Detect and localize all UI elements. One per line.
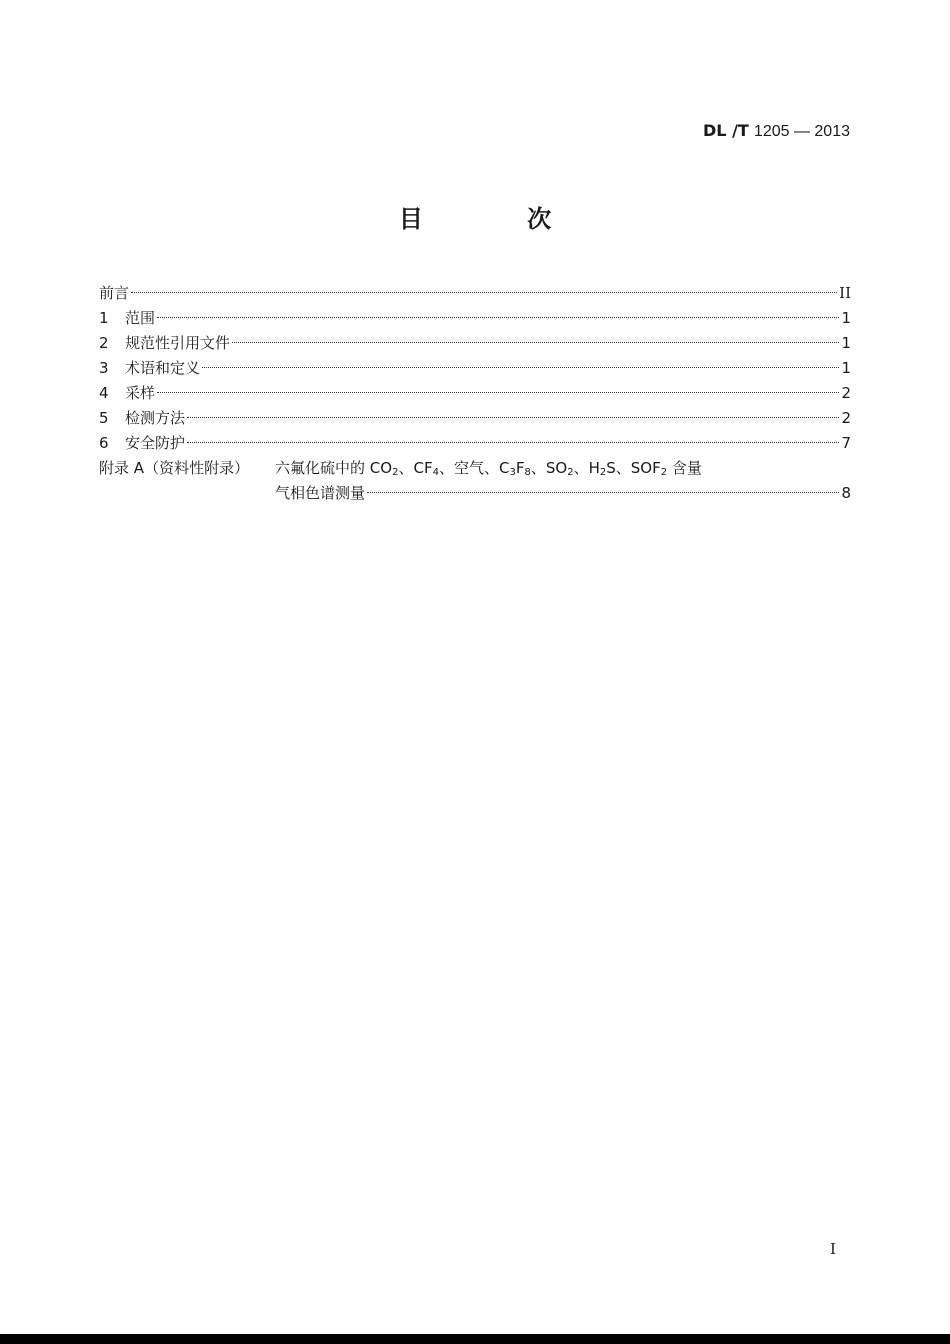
toc-entry-safety-protection[interactable] [99, 431, 851, 456]
bottom-border [0, 1334, 950, 1344]
toc-entry-page: 1 [841, 334, 851, 352]
toc-entry-page: II [839, 284, 851, 302]
toc-entry-normative-references[interactable] [99, 331, 851, 356]
appendix-title-line-2: 气相色谱测量 [275, 484, 366, 502]
toc-entry-label: 采样 [125, 384, 156, 402]
appendix-prefix [99, 456, 275, 481]
toc-entry-appendix-a-continued[interactable] [99, 481, 851, 506]
toc-entry-page: 7 [841, 434, 851, 452]
toc-entry-number: 3 [99, 359, 109, 377]
appendix-letter: A [133, 459, 145, 477]
toc-entry-test-methods[interactable] [99, 406, 851, 431]
standard-number: 1205 — 2013 [753, 123, 850, 140]
standard-code: DL /T [703, 121, 749, 140]
toc-entry-number: 6 [99, 434, 109, 452]
toc-entry-number: 2 [99, 334, 109, 352]
toc-leader-dots [187, 417, 839, 418]
toc-entry-label: 前言 [99, 284, 130, 302]
toc-leader-dots [202, 367, 839, 368]
toc-entry-label: 术语和定义 [125, 359, 201, 377]
toc-entry-page: 1 [841, 359, 851, 377]
toc-entry-page: 1 [841, 309, 851, 327]
toc-entry-label: 规范性引用文件 [125, 334, 231, 352]
page-number: I [830, 1240, 836, 1258]
appendix-type: （资料性附录） [144, 459, 250, 477]
toc-entry-scope[interactable] [99, 306, 851, 331]
toc-leader-dots [157, 317, 839, 318]
toc-entry-number: 4 [99, 384, 109, 402]
toc-leader-dots [157, 392, 839, 393]
toc-entry-page: 2 [841, 409, 851, 427]
toc-leader-dots [232, 342, 839, 343]
toc-entry-appendix-a[interactable] [99, 456, 851, 481]
toc-entry-page: 8 [841, 484, 851, 502]
toc-leader-dots [131, 292, 837, 293]
table-of-contents [99, 281, 851, 506]
toc-leader-dots [187, 442, 839, 443]
toc-entry-sampling[interactable] [99, 381, 851, 406]
toc-entry-label: 范围 [125, 309, 156, 327]
toc-entry-terms-definitions[interactable] [99, 356, 851, 381]
toc-entry-label: 检测方法 [125, 409, 186, 427]
page-title: 目 次 [398, 205, 600, 233]
toc-entry-number: 5 [99, 409, 109, 427]
toc-leader-dots [367, 492, 839, 493]
toc-entry-number: 1 [99, 309, 109, 327]
toc-entry-foreword[interactable] [99, 281, 851, 306]
appendix-title-line-1: 六氟化硫中的 $CO_2$、$CF_4$、空气、$C_3F_8$、$SO_2$、$H_2S$、$SOF_2$ 含量 [275, 459, 702, 478]
appendix-word: 附录 [99, 459, 130, 477]
toc-entry-page: 2 [841, 384, 851, 402]
standard-header [703, 121, 850, 141]
toc-entry-label: 安全防护 [125, 434, 186, 452]
